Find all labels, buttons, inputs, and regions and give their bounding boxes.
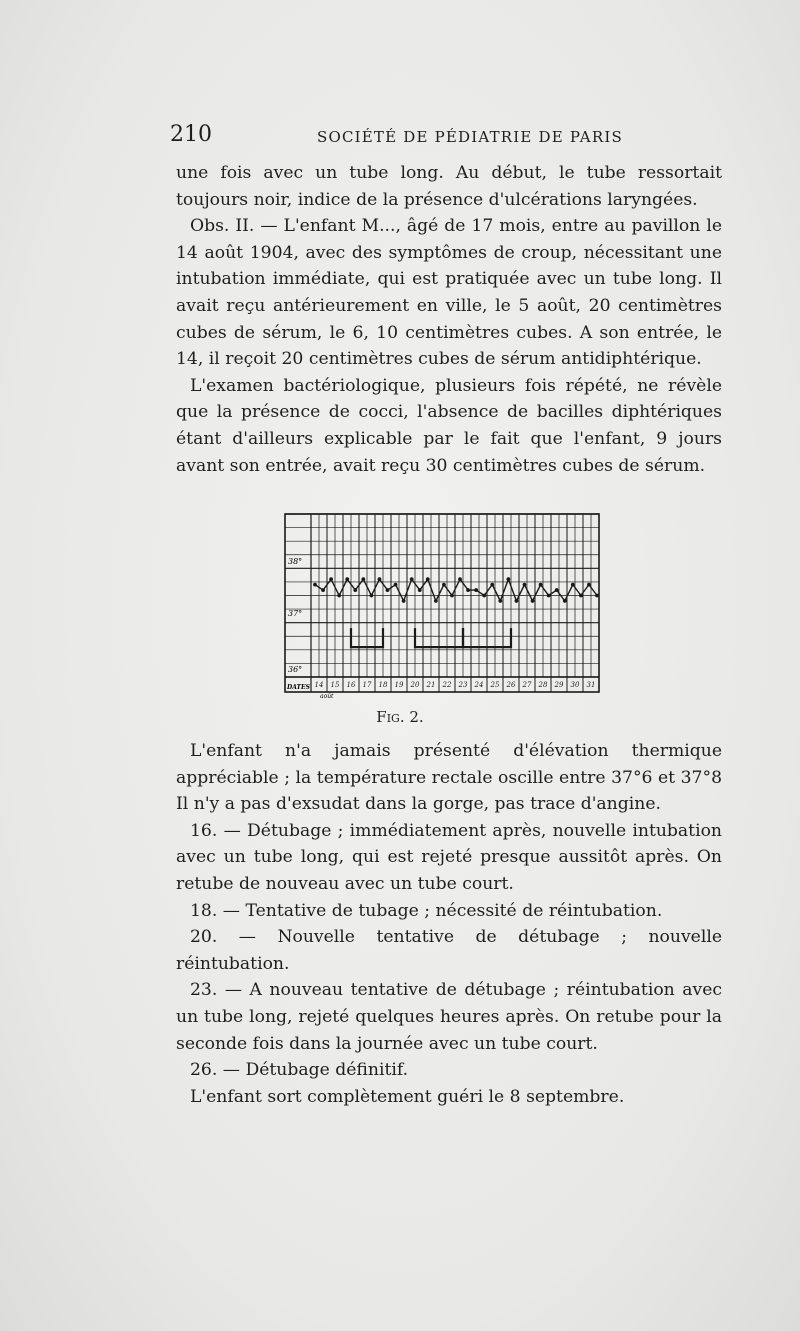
temperature-point: [426, 577, 430, 581]
date-tick-label: 19: [394, 681, 404, 689]
paragraph-day-18: 18. — Tentative de tubage ; nécessité de réintubation.: [190, 900, 663, 921]
y-tick-label-38: 38°: [288, 557, 303, 566]
temperature-point: [410, 577, 414, 581]
paragraph-obs-2: Obs. II. — L'enfant M..., âgé de 17 mois, entre au pavillon le 14 août 1904, avec des symptômes de croup, nécessitant une intubation immédiate, qui est pratiquée avec un tube long. Il avait reçu antérieurement en ville, le 5 août, 20 centimètres cubes de sérum, le 6, 10 centimètres cubes. A son entrée, le 14, il reçoit 20 centimètres cubes de sérum antidiphtérique.: [176, 216, 722, 370]
page-header: [0, 122, 800, 152]
month-label: août: [320, 693, 334, 700]
date-tick-label: 20: [410, 681, 420, 689]
date-tick-label: 31: [586, 681, 596, 689]
paragraph: L'enfant n'a jamais présenté d'élévation thermique appréciable ; la température rectale oscille entre 37°6 et 37°8 Il n'y a pas d'exsudat dans la gorge, pas trace d'angine.: [176, 741, 722, 815]
temperature-point: [450, 594, 454, 598]
paragraph-day-26: 26. — Détubage définitif.: [190, 1060, 409, 1081]
date-tick-label: 25: [490, 681, 500, 689]
date-tick-label: 15: [330, 681, 340, 689]
temperature-point: [571, 583, 575, 587]
date-tick-label: 29: [554, 681, 564, 689]
date-tick-label: 24: [474, 681, 484, 689]
date-tick-label: 27: [522, 681, 532, 689]
temperature-point: [595, 594, 599, 598]
temperature-point: [555, 588, 559, 592]
temperature-point: [442, 583, 446, 587]
temperature-point: [345, 577, 349, 581]
temperature-point: [378, 577, 382, 581]
date-tick-label: 30: [570, 681, 580, 689]
page-number: 210: [170, 122, 212, 147]
temperature-point: [386, 588, 390, 592]
temperature-line: [315, 579, 597, 601]
date-tick-label: 28: [538, 681, 548, 689]
paragraph-day-23: 23. — A nouveau tentative de détubage ; réintubation avec un tube long, rejeté quelques heures après. On retube pour la seconde fois dans la journée avec un tube court.: [176, 980, 722, 1054]
date-tick-label: 21: [426, 681, 436, 689]
chart-grid: [285, 514, 599, 692]
temperature-point: [329, 577, 333, 581]
temperature-chart: [284, 512, 601, 702]
temperature-point: [563, 599, 567, 603]
temperature-point: [370, 594, 374, 598]
y-tick-label-37: 37°: [288, 609, 303, 618]
temperature-point: [353, 588, 357, 592]
running-head: SOCIÉTÉ DE PÉDIATRIE DE PARIS: [317, 128, 623, 146]
paragraph-day-16: 16. — Détubage ; immédiatement après, nouvelle intubation avec un tube long, qui est rejeté presque aussitôt après. On retube de nouveau avec un tube court.: [176, 820, 722, 894]
temperature-point: [402, 599, 406, 603]
temperature-point: [587, 583, 591, 587]
text-block-top: [176, 160, 722, 479]
temperature-point: [418, 588, 422, 592]
temperature-point: [482, 594, 486, 598]
date-tick-label: 17: [362, 681, 372, 689]
date-tick-label: 18: [378, 681, 388, 689]
paragraph-day-20: 20. — Nouvelle tentative de détubage ; nouvelle réintubation.: [176, 927, 722, 974]
y-axis-labels: [288, 557, 302, 674]
chart-svg: [284, 512, 601, 702]
date-tick-label: 23: [458, 681, 468, 689]
dates-row-label: DATES: [287, 684, 310, 691]
temperature-point: [547, 594, 551, 598]
text-block-bottom: [176, 738, 722, 1110]
temperature-point: [498, 599, 502, 603]
temperature-point: [539, 583, 543, 587]
temperature-point: [579, 594, 583, 598]
temperature-point: [394, 583, 398, 587]
figure-caption: Fig. 2.: [376, 708, 424, 726]
date-tick-label: 16: [346, 681, 356, 689]
temperature-point: [466, 588, 470, 592]
temperature-point: [531, 599, 535, 603]
temperature-point: [313, 583, 317, 587]
temperature-point: [458, 577, 462, 581]
date-tick-label: 22: [442, 681, 452, 689]
y-tick-label-36: 36°: [288, 665, 303, 674]
date-row: [286, 681, 595, 700]
date-tick-label: 14: [314, 681, 324, 689]
temperature-series: [313, 577, 599, 603]
temperature-point: [490, 583, 494, 587]
date-tick-label: 26: [506, 681, 516, 689]
paragraph: une fois avec un tube long. Au début, le tube ressortait toujours noir, indice de la présence d'ulcérations laryngées.: [176, 163, 722, 210]
temperature-point: [337, 594, 341, 598]
temperature-point: [523, 583, 527, 587]
temperature-point: [321, 588, 325, 592]
temperature-point: [474, 588, 478, 592]
temperature-point: [434, 599, 438, 603]
paragraph-conclusion: L'enfant sort complètement guéri le 8 septembre.: [190, 1086, 625, 1107]
chart-frame: [285, 514, 599, 692]
paragraph: L'examen bactériologique, plusieurs fois répété, ne révèle que la présence de cocci, l'absence de bacilles diphtériques étant d'ailleurs explicable par le fait que l'enfant, 9 jours avant son entrée, avait reçu 30 centimètres cubes de sérum.: [176, 375, 722, 476]
temperature-point: [515, 599, 519, 603]
temperature-point: [506, 577, 510, 581]
temperature-point: [361, 577, 365, 581]
